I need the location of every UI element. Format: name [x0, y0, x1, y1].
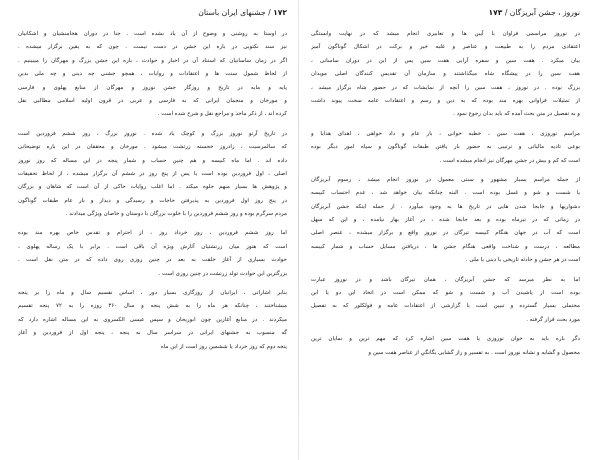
- text-line: در اوستا به روشنی و وضوح از آن یاد نشده است . جنا در دوران هخامنشیان و اشکانیان: [18, 31, 287, 37]
- text-line: بزرگترین این حوادث تولد زرتشت در چنین روزی است .: [158, 270, 287, 277]
- text-line: اگر در زمان ساسانیان که استناد آن در اخبار و حوادث ، باره این جشن بزرگ و مهرگان را میبینیم .: [18, 57, 287, 64]
- text-line: مردم سرگرم بوده و روز ششم فروردین را با خلوت بزرگان با دوستان و خاصان ویژگی میدادند .: [65, 211, 287, 218]
- text-line: میکردند . در منابع آغازین چون ابوریحان و سپس عیسی الکسروی به این مساله اشاره دارد که: [18, 316, 287, 323]
- right-page-header: [311, 8, 580, 22]
- left-page-header: [18, 8, 287, 22]
- text-line: پنجه دوم که روز خرداد یا ششمین روز است از این ماه: [160, 343, 287, 350]
- left-running-title: جشنهای ایران باستان: [198, 8, 266, 17]
- right-page: [299, 0, 598, 460]
- right-header-separator: /: [504, 8, 508, 17]
- page-gutter: [298, 0, 299, 460]
- right-page-body: [311, 28, 580, 360]
- text-line: هفت سین را در پیشگاه شاه میگذاشتند و سازمان آن تقدیس کنندگان اصلی مویدان: [311, 71, 580, 78]
- text-line: و به تفصیل در متن بحث آمده که باید بدان رجوع نمود .: [453, 111, 580, 118]
- text-line: نیز سند نکتوبی در باره این جشن در دست نیست . چون که به یقین برگزار میشده .: [18, 44, 287, 51]
- right-page-number: ۱۷۳: [488, 8, 503, 17]
- text-line: اما روز ششم فروردین ، روز خرداد روز ، از احترام و تقدس خاص بهره مند بوده: [18, 230, 287, 237]
- text-line: مطالعه ، درست و شناخت واقعی هنگام جشن ها ، دریافتن مسایل حساب و شمار کبیسه: [311, 243, 580, 250]
- text-line: بوده است از پاشیدن آب و شست و شو که ممکن است در اتحاد این دو یا این: [311, 290, 580, 297]
- text-line: بنابر اشاراتی ، ایرانیان از روزگاری بسیار دور ، اساس تقسیم سال و ماه را بر پنجه: [18, 290, 287, 297]
- text-line: محتملی بسیار گسترده و تبیین است با گزارشی از اعتقادات عامه و فولکلور که به تفصیل: [311, 303, 580, 310]
- text-line: اما به نظر میرسد که جشن آبریزگان ، همان تیرگان باشد و در نوروز عبارت: [311, 276, 580, 283]
- right-running-title: نوروز ، جشن آبریزگان: [509, 8, 580, 17]
- text-line: است که کم و بیش در جشن مهرگان نیز انجام میشده است .: [439, 157, 580, 164]
- paragraph: [311, 174, 580, 268]
- paragraph: [311, 274, 580, 328]
- text-line: در پنج روز اول فروردین به پذیرفتن حاجات و رسیدگی و دیدار و بار عام طبقات گوناگون: [18, 197, 287, 204]
- text-line: اعتقادی مردم را به طبیعت و عناصر و غلبه خیر و برکت در اشکال گوناگون آمیز: [311, 44, 580, 51]
- text-line: در تاریخ آرتو نوروز بزرگ و کوچک یاد شده . نوروز بزرگ ، روز ششم فروردین است: [18, 130, 287, 137]
- paragraph: [311, 28, 580, 122]
- text-line: بزرگ بوده . در نوروز ، هفت سین را آنچه از نمایشات که در حضور شاه برگزار میشد ،: [311, 84, 580, 91]
- left-page-number: ۱۷۲: [273, 8, 287, 17]
- text-line: یا شست و شو و غسل بوده است . البته چنانکه بیان خواهد شد ، عدم احتساب کبیسه: [311, 190, 580, 197]
- text-line: بوعی تادیه مالیاتی و ترتیبی به حضور بار یافتن طبقات گوناگون و سپاه امور دیگر بوده: [311, 144, 580, 151]
- paragraph: [18, 227, 287, 281]
- text-line: مورد بحث قرار گرفته .: [526, 316, 580, 323]
- text-line: کرده اند ، از ذکر ماخذ و مراجع نقل و شرح شده است .: [157, 111, 287, 118]
- text-line: دشواریها و جابجا شدن هایی در تاریخ ها به وجود میآورد . از جمله اینکه جشن آبریزگان: [311, 203, 580, 210]
- left-page-body: [18, 28, 287, 354]
- text-line: از تمثیلات فراوانی بهره مند بوده که به دین و رسم و اعتقادات عامه سخت پیوند داشت: [311, 97, 580, 104]
- paragraph: [311, 333, 580, 360]
- text-line: از لحاظ شمول سنت ها و اعتقادات و روایات ، همچو جشنی چه دینی و چه ملی بدین: [18, 71, 287, 78]
- text-line: محصول و گشایه و نشانه نوروز است . به تفسیر و راز گشایی یگانگیِ از عناصر هفت سین و: [368, 349, 580, 356]
- paragraph: [18, 128, 287, 222]
- text-line: اصلی ، اول فروردین بوده است یا پس از پنج روز در ششم آن برگزار میشده ، از لحاظ تحقیقات: [18, 170, 287, 177]
- text-line: از جمله مراسم بسیار مشهور و سنتی معمول در نوروز انجام میشد ، رسوم آبریزگان: [311, 176, 580, 183]
- text-line: و پژوهش ها بسیار مبهم جلوه میکند . اما اغلب روایات حاکی از آن است که شاهان و بزرگان: [18, 184, 287, 191]
- text-line: است در هر جشن و حادثه تاریخی با دینی یا ملی .: [465, 257, 580, 264]
- text-line: دگر باره باید به خوان نوروزی یا هفت سین اشاره کرد که مهم ترین و نمایان ترین: [311, 336, 580, 343]
- text-line: و مورخان و منجمان ایرانی که به فارسی و عربی در قرون اولیه اسلامی مطالبی نقل: [18, 97, 287, 104]
- paragraph: [18, 28, 287, 122]
- text-line: در زمانی که در تیرماه بوده و بعد جابجا شده ، در آغاز بهار نیامده ، و این که سهل: [311, 217, 580, 224]
- text-line: در نوروز مراسمی فراوان با آیین ها و تعابیری انجام میشد که در نهایت وابستگی: [311, 31, 580, 37]
- text-line: پایه و مایه در تاریخ و روزگار جشن نوروز و مهرگان از منابع پهلوی و فارسی: [18, 84, 287, 91]
- text-line: داده اند . اما ماه کبیسه و هم چنین حساب و شمار پنجه در این مساله که روز نوروز: [18, 157, 287, 164]
- text-line: است که آب در جهان هنگام کبیسه تیرگان در نوروز واقع و برگزار میشده ، عنصر اصلی: [311, 230, 580, 237]
- text-line: حوادث بسیاری از آغاز خلقت به بعد در چنین روزی روی داده که در متن نقل است .: [18, 257, 287, 264]
- text-line: گه منسوب به جشنهای ایرانی در سراسر سال به پنجه ، پنجه اول از فروردین و آغاز: [18, 330, 287, 337]
- text-line: است که هنوز میان زرتشتیان آثارش ویژه آن باقی است . برابر با یک رساله پهلوی ،: [18, 243, 287, 250]
- text-line: که سالمرسیت ، زادروز خجسته زرتشت میشود . مورخان و محققان در این باره توضیحاتی: [18, 144, 287, 151]
- paragraph: [311, 128, 580, 168]
- text-line: بیان میکرد . هفت سین و سفره آرایی هفت سین پس از این در دوران ساسانی ،: [311, 57, 580, 64]
- left-header-separator: /: [268, 8, 271, 17]
- paragraph: [18, 287, 287, 354]
- text-line: میشناختند ، چنانکه هر ماه را به شش پنجه و سال ۳۶۰ روزه را به ۷۲ پنجه تقسیم: [18, 303, 287, 310]
- text-line: مراسم نوروزی ، هفت سین ، خطبه خوانی ، بار عام و داد خواهی ، اهدای هدایا و: [311, 130, 580, 137]
